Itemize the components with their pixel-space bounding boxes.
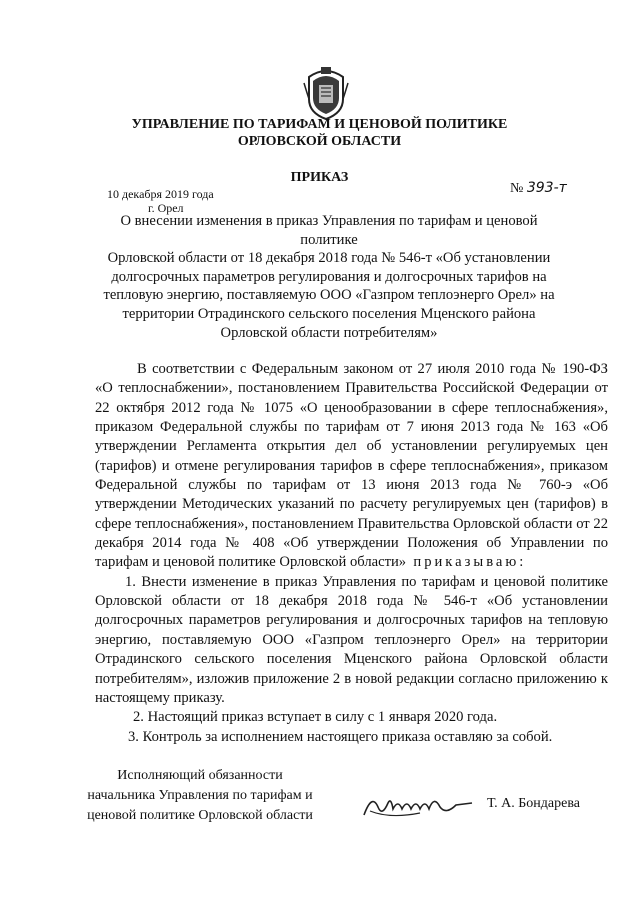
organization-line-2: ОРЛОВСКОЙ ОБЛАСТИ [237, 134, 402, 149]
coat-of-arms-icon [301, 63, 351, 121]
document-number [510, 180, 567, 197]
preamble-text: В соответствии с Федеральным законом от 27 июля 2010 года № 190-ФЗ «О теплоснабжении», постановлением Правительства Российской Федерации от 22 октября 2012 года № 1075 «О ценообразовании в сфере теплоснабжения», приказом Федеральной службы по тарифам от 7 июня 2013 года № 163 «Об утверждении Регламента открытия дел об установлении регулируемых цен (тарифов) и отмене регулирования тарифов в сфере теплоснабжения», приказом Федеральной службы по тарифам от 13 июня 2013 года № 760-э «Об утверждении Методических указаний по расчету регулируемых цен (тарифов) в сфере теплоснабжения», постановлением Правительства Орловской области от 22 декабря 2014 года № 408 «Об утверждении Положения об Управлении по тарифам и ценовой политике Орловской области» [95, 361, 608, 571]
document-city: г. Орел [148, 201, 184, 215]
position-line: Исполняющий обязанности [117, 768, 283, 783]
number-prefix: № [510, 181, 524, 196]
subject-line: территории Отрадинского сельского поселения Мценского района [122, 305, 536, 322]
handwritten-signature [360, 785, 475, 825]
order-item: 2. Настоящий приказ вступает в силу с 1 января 2020 года. [133, 709, 498, 726]
subject-line: О внесении изменения в приказ Управления по тарифам и ценовой политике [120, 213, 538, 248]
document-type: ПРИКАЗ [290, 170, 349, 185]
organization-name [0, 116, 639, 150]
subject-line: Орловской области от 18 декабря 2018 года № 546-т «Об установлении [107, 250, 551, 267]
order-item: 3. Контроль за исполнением настоящего приказа оставляю за собой. [128, 728, 553, 745]
order-items [95, 573, 608, 747]
signer-name: Т. А. Бондарева [487, 796, 580, 811]
preamble-paragraph [95, 360, 608, 573]
subject-line: Орловской области потребителям» [220, 324, 438, 341]
position-line: начальника Управления по тарифам и [87, 788, 313, 803]
organization-line-1: УПРАВЛЕНИЕ ПО ТАРИФАМ И ЦЕНОВОЙ ПОЛИТИКЕ [131, 117, 508, 132]
signatory-position [55, 766, 345, 826]
order-item: 1. Внести изменение в приказ Управления по тарифам и ценовой политике Орловской области от 18 декабря 2018 года № 546-т «Об установлении долгосрочных параметров регулирования и долгосрочных тарифов на тепловую энергию, поставляемую ООО «Газпром теплоэнерго Орел» на территории Отрадинского сельского поселения Мценского района Орловской области потребителям», изложив приложение 2 в новой редакции согласно приложению к настоящему приказу. [95, 573, 608, 706]
subject-line: долгосрочных параметров регулирования и долгосрочных тарифов на [111, 268, 547, 285]
order-word: приказываю: [413, 554, 527, 571]
handwritten-number: 393-т [526, 180, 567, 196]
position-line: ценовой политике Орловской области [87, 808, 313, 823]
subject-line: тепловую энергию, поставляемую ООО «Газпром теплоэнерго Орел» на [103, 287, 555, 304]
document-body [95, 360, 608, 747]
document-date: 10 декабря 2019 года [107, 187, 214, 201]
document-subject [95, 212, 563, 342]
